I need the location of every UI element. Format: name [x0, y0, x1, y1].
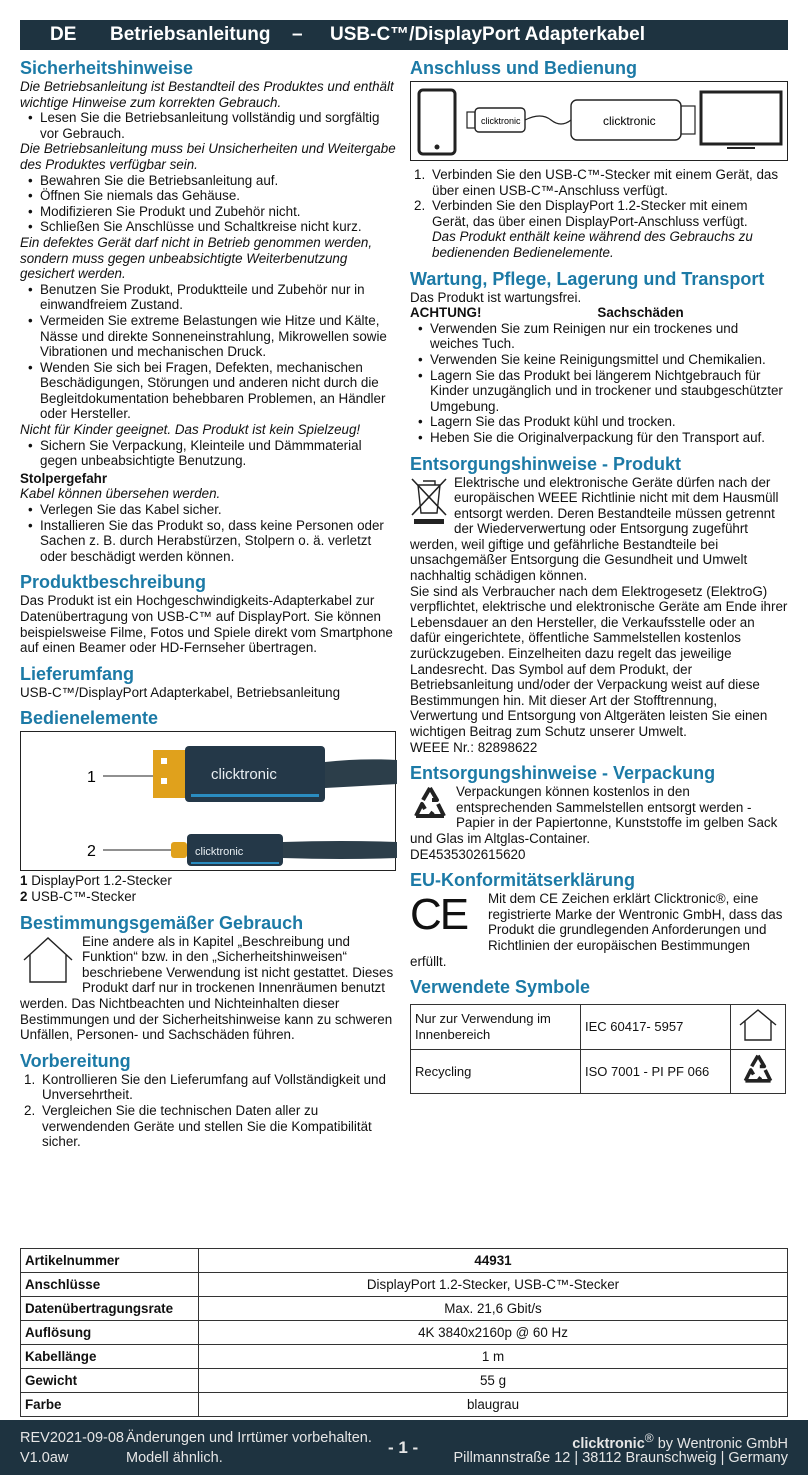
footer-revision: REV2021-09-08: [20, 1430, 124, 1446]
ce-mark-icon: CE: [410, 890, 468, 940]
care-warning: ACHTUNG! Sachschäden: [410, 305, 684, 321]
right-column: [410, 58, 788, 1094]
disposal-p2: Sie sind als Verbraucher nach dem Elektrogesetz (ElektroG) verpflichtet, elektrische und elektronische Geräte am Ende ihrer Lebensdauer an den Hersteller, die Verkaufsstelle oder an dafür eingerichtete, öffentliche Sammelstellen kostenlos zurückzugeben. Einzelheiten dazu regelt das jeweilige Landesrecht. Das Symbol auf dem Produkt, der Betriebsanleitung und/oder der Verpackung weist auf diese Bestimmungen hin. Mit dieser Art der Stofftrennung, Verwertung und Entsorgung von Altgeräten leisten Sie einen wichtigen Beitrag zum Schutz unserer Umwelt.: [410, 583, 788, 739]
brand-label: clicktronic: [211, 766, 277, 784]
controls-title: Bedienelemente: [20, 708, 159, 729]
table-row: Anschlüsse DisplayPort 1.2-Stecker, USB-C™-Stecker: [21, 1273, 788, 1297]
header-lang: DE: [50, 24, 77, 45]
brand-label: clicktronic: [603, 114, 656, 128]
callout-1: 1: [87, 769, 96, 787]
trip-note: Kabel können übersehen werden.: [20, 486, 221, 502]
symbol-standard: ISO 7001 - PI PF 066: [581, 1049, 731, 1094]
symbol-standard: IEC 60417- 5957: [581, 1005, 731, 1050]
care-title: Wartung, Pflege, Lagerung und Transport: [410, 268, 765, 289]
symbol-name: Recycling: [411, 1049, 581, 1094]
dp-plug: [153, 750, 185, 798]
list-item: • Verlegen Sie das Kabel sicher.: [28, 502, 398, 518]
safety-intro: Die Betriebsanleitung ist Bestandteil des Produktes und enthält wichtige Hinweise zum korrekten Gebrauch.: [20, 79, 394, 110]
eu-title: EU-Konformitätserklärung: [410, 870, 636, 891]
header-doc-type: Betriebsanleitung: [110, 24, 271, 45]
safety-note: Nicht für Kinder geeignet. Das Produkt ist kein Spielzeug!: [20, 422, 361, 438]
header-dash: –: [292, 24, 303, 45]
packaging-title: Entsorgungshinweise - Verpackung: [410, 763, 716, 784]
weee-number: WEEE Nr.: 82898622: [410, 739, 538, 755]
connect-title: Anschluss und Bedienung: [410, 58, 638, 78]
list-item: • Wenden Sie sich bei Fragen, Defekten, mechanischen Beschädigungen, Störungen und anderen nicht durch die Begleitdokumentation behebbaren Problemen, an Händler oder Hersteller.: [28, 360, 398, 422]
list-item: 1. Kontrollieren Sie den Lieferumfang auf Vollständigkeit und Unversehrtheit.: [24, 1071, 386, 1103]
scope-title: Lieferumfang: [20, 663, 135, 684]
trip-title: Stolpergefahr: [20, 470, 108, 486]
page-number: - 1 -: [388, 1438, 419, 1457]
smartphone-icon: [419, 90, 455, 154]
safety-note: Ein defektes Gerät darf nicht in Betrieb genommen werden, sondern muss gegen unbeabsichtigte Weiterbenutzung gesichert werden.: [20, 234, 373, 282]
packaging-code: DE4535302615620: [410, 846, 526, 862]
description-title: Produktbeschreibung: [20, 572, 207, 593]
list-item: • Bewahren Sie die Betriebsanleitung auf.: [28, 173, 398, 189]
safety-note: Die Betriebsanleitung muss bei Unsicherheiten und Weitergabe des Produktes verfügbar sein.: [20, 141, 396, 172]
symbol-name: Nur zur Verwendung im Innenbereich: [411, 1005, 581, 1050]
house-icon: [20, 934, 76, 986]
table-row: Farbe blaugrau: [21, 1393, 788, 1417]
connection-image: [410, 81, 788, 161]
safety-title: Sicherheitshinweise: [20, 58, 194, 78]
left-column: [20, 58, 398, 1150]
list-item: • Installieren Sie das Produkt so, dass keine Personen oder Sachen z. B. durch Herabstürzen, Stolpern o. ä. verletzt oder beschädigt werden können.: [28, 518, 398, 565]
legend-2: 2 USB-C™-Stecker: [20, 888, 137, 904]
footer-address: Pillmannstraße 12 | 38112 Braunschweig | Germany: [453, 1450, 788, 1466]
description-text: Das Produkt ist ein Hochgeschwindigkeits-Adapterkabel zur Datenübertragung von USB-C™ auf DisplayPort. Sie können beispielsweise Filme, Fotos und Spiele direkt vom Smartphone auf einen Beamer oder HD-Fernseher übertragen.: [20, 593, 393, 656]
callout-2: 2: [87, 843, 96, 861]
monitor-icon: [701, 92, 781, 144]
footer-version: V1.0aw: [20, 1450, 69, 1466]
disposal-p1: Elektrische und elektronische Geräte dürfen nach der europäischen WEEE Richtlinie nicht mit dem Hausmüll entsorgt werden. Deren Bestandteile müssen getrennt der Wiederverwertung oder Entsorgung zugeführt werden, weil giftige und gefährliche Bestandteile bei unsachgemäßer Entsorgung die Gesundheit und Umwelt nachhaltig schädigen können.: [410, 474, 779, 584]
scope-text: USB-C™/DisplayPort Adapterkabel, Betriebsanleitung: [20, 684, 341, 700]
list-item: • Lesen Sie die Betriebsanleitung vollständig und sorgfältig vor Gebrauch.: [28, 110, 398, 141]
symbols-title: Verwendete Symbole: [410, 977, 591, 998]
symbols-table: [410, 1004, 786, 1094]
list-item: • Benutzen Sie Produkt, Produktteile und Zubehör nur in einwandfreiem Zustand.: [28, 282, 398, 313]
table-row: [411, 1049, 786, 1094]
intended-title: Bestimmungsgemäßer Gebrauch: [20, 912, 304, 933]
recycling-icon: [410, 784, 450, 824]
eu-text: Mit dem CE Zeichen erklärt Clicktronic®, eine registrierte Marke der Wentronic GmbH, dass das Produkt die grundlegenden Anforderungen und Richtlinien der europäischen Bestimmungen erfüllt.: [410, 891, 783, 969]
table-row: [411, 1005, 786, 1050]
connection-illustration: [411, 82, 789, 162]
table-row: Kabellänge 1 m: [21, 1345, 788, 1369]
cable: [325, 760, 397, 789]
table-row: Artikelnummer 44931: [21, 1249, 788, 1273]
table-row: Auflösung 4K 3840x2160p @ 60 Hz: [21, 1321, 788, 1345]
brand-label: clicktronic: [195, 846, 244, 859]
list-item: 2. Verbinden Sie den DisplayPort 1.2-Stecker mit einem Gerät, das über einen DisplayPort-Anschluss verfügt. Das Produkt enthält keine während des Gebrauchs zu bedienenden Bedienelemente.: [414, 198, 753, 260]
list-item: • Verwenden Sie keine Reinigungsmittel und Chemikalien.: [418, 352, 788, 368]
intended-text: Eine andere als in Kapitel „Beschreibung und Funktion“ bzw. in den „Sicherheitshinweisen“ beschriebene Verwendung ist nicht gestattet. Dieses Produkt darf nur in trockenen Innenräumen benutzt werden. Das Nichtbeachten und Nichteinhalten dieser Bestimmungen und der Sicherheitshinweise kann zu schweren Unfällen, Personen- und Sachschäden führen.: [20, 933, 394, 1043]
list-item: 2. Vergleichen Sie die technischen Daten aller zu verwendenden Geräte und stellen Sie die Kompatibilität sicher.: [24, 1102, 372, 1150]
page-footer: [0, 1420, 808, 1475]
brand-label: clicktronic: [481, 116, 521, 126]
legend-1: 1 DisplayPort 1.2-Stecker: [20, 873, 172, 889]
care-text: Das Produkt ist wartungsfrei.: [410, 289, 582, 305]
cable: [525, 116, 571, 124]
disposal-title: Entsorgungshinweise - Produkt: [410, 453, 682, 474]
cable-illustration: [21, 732, 397, 872]
footer-note-2: Modell ähnlich.: [126, 1450, 223, 1466]
list-item: • Lagern Sie das Produkt bei längerem Nichtgebrauch für Kinder unzugänglich und in trockener und staubgeschützter Umgebung.: [418, 368, 788, 415]
house-icon: [737, 1007, 779, 1043]
recycling-icon: [740, 1052, 776, 1088]
weee-bin-icon: [410, 475, 448, 525]
table-row: Gewicht 55 g: [21, 1369, 788, 1393]
prep-title: Vorbereitung: [20, 1050, 131, 1071]
list-item: • Schließen Sie Anschlüsse und Schaltkreise nicht kurz.: [28, 219, 398, 235]
list-item: • Heben Sie die Originalverpackung für den Transport auf.: [418, 430, 788, 446]
list-item: • Verwenden Sie zum Reinigen nur ein trockenes und weiches Tuch.: [418, 321, 788, 352]
footer-brand-line: clicktronic® by Wentronic GmbH: [572, 1431, 788, 1452]
header-product: USB-C™/DisplayPort Adapterkabel: [330, 24, 645, 45]
footer-brand: clicktronic: [572, 1435, 645, 1452]
page-header: [20, 20, 788, 50]
list-item: • Öffnen Sie niemals das Gehäuse.: [28, 188, 398, 204]
spec-table: [20, 1248, 788, 1417]
usbc-plug: [171, 842, 187, 858]
list-item: • Modifizieren Sie Produkt und Zubehör nicht.: [28, 204, 398, 220]
cable-image: [20, 731, 396, 871]
list-item: • Vermeiden Sie extreme Belastungen wie Hitze und Kälte, Nässe und direkte Sonneneinstrahlung, Mikrowellen sowie Vibrationen und mechanischen Druck.: [28, 313, 398, 360]
list-item: 1. Verbinden Sie den USB-C™-Stecker mit einem Gerät, das über einen USB-C™-Anschluss verfügt.: [414, 167, 779, 198]
list-item: • Lagern Sie das Produkt kühl und trocken.: [418, 414, 788, 430]
list-item: • Sichern Sie Verpackung, Kleinteile und Dämmmaterial gegen unbeabsichtigte Benutzung.: [28, 438, 398, 469]
table-row: Datenübertragungsrate Max. 21,6 Gbit/s: [21, 1297, 788, 1321]
footer-by: by Wentronic GmbH: [657, 1435, 788, 1452]
packaging-text: Verpackungen können kostenlos in den entsprechenden Sammelstellen entsorgt werden - Papier in der Papiertonne, Kunststoffe im gelben Sack und Glas im Altglas-Container.: [410, 784, 778, 846]
footer-note-1: Änderungen und Irrtümer vorbehalten.: [126, 1430, 372, 1446]
